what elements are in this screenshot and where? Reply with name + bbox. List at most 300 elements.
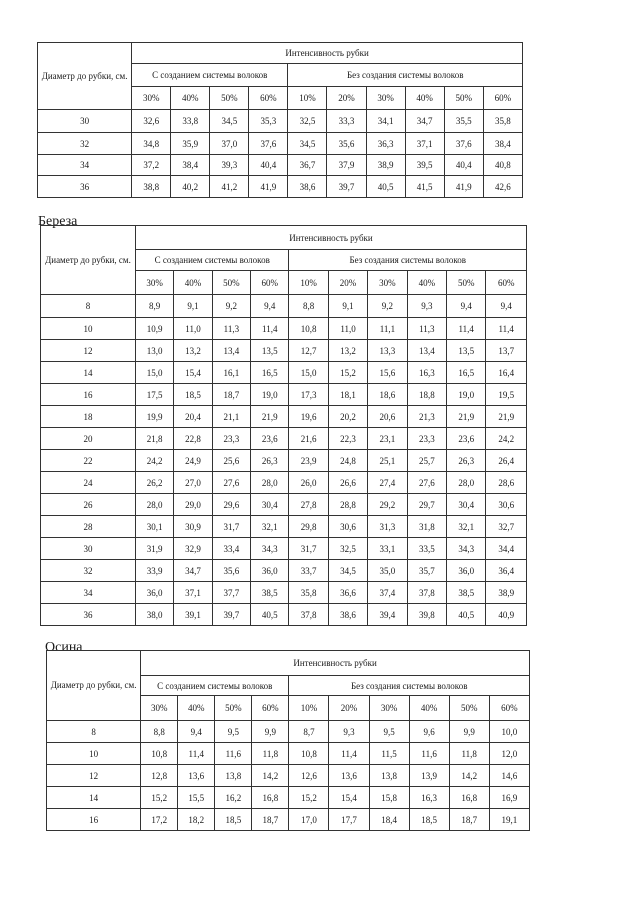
diameter-cell: 16 xyxy=(47,809,141,831)
table-row xyxy=(41,582,527,604)
value-cell: 33,9 xyxy=(135,560,173,582)
percent-header: 30% xyxy=(135,271,173,295)
table-row xyxy=(41,295,527,318)
value-cell: 38,8 xyxy=(132,176,171,198)
value-cell: 11,4 xyxy=(178,743,215,765)
table-row xyxy=(41,318,527,340)
value-cell: 13,5 xyxy=(251,340,289,362)
value-cell: 37,2 xyxy=(132,155,171,176)
value-cell: 38,6 xyxy=(288,176,327,198)
table-row xyxy=(41,384,527,406)
value-cell: 11,3 xyxy=(407,318,446,340)
value-cell: 17,0 xyxy=(289,809,329,831)
value-cell: 23,3 xyxy=(407,428,446,450)
value-cell: 42,6 xyxy=(483,176,522,198)
value-cell: 18,7 xyxy=(212,384,250,406)
value-cell: 31,9 xyxy=(135,538,173,560)
percent-header: 30% xyxy=(132,87,171,110)
table-unnamed-species xyxy=(37,42,523,198)
percent-header: 30% xyxy=(141,696,178,721)
value-cell: 19,9 xyxy=(135,406,173,428)
value-cell: 9,4 xyxy=(178,721,215,743)
value-cell: 17,7 xyxy=(329,809,369,831)
value-cell: 38,9 xyxy=(366,155,405,176)
percent-header: 40% xyxy=(407,271,446,295)
value-cell: 15,5 xyxy=(178,787,215,809)
value-cell: 28,0 xyxy=(447,472,486,494)
value-cell: 12,7 xyxy=(289,340,328,362)
section-title-osina: Осина xyxy=(45,640,83,655)
value-cell: 26,3 xyxy=(251,450,289,472)
percent-header: 10% xyxy=(288,87,327,110)
percent-header: 60% xyxy=(251,271,289,295)
value-cell: 8,8 xyxy=(289,295,328,318)
value-cell: 25,1 xyxy=(368,450,407,472)
percent-header: 50% xyxy=(444,87,483,110)
diameter-cell: 16 xyxy=(41,384,136,406)
value-cell: 30,6 xyxy=(328,516,367,538)
value-cell: 18,5 xyxy=(409,809,449,831)
value-cell: 13,6 xyxy=(178,765,215,787)
value-cell: 39,7 xyxy=(212,604,250,626)
value-cell: 15,2 xyxy=(289,787,329,809)
value-cell: 21,9 xyxy=(251,406,289,428)
value-cell: 41,2 xyxy=(210,176,249,198)
value-cell: 18,7 xyxy=(449,809,489,831)
diameter-header: Диаметр до рубки, см. xyxy=(41,226,136,295)
table-row xyxy=(47,765,530,787)
value-cell: 16,2 xyxy=(215,787,252,809)
value-cell: 38,0 xyxy=(135,604,173,626)
percent-header: 20% xyxy=(329,696,369,721)
value-cell: 39,1 xyxy=(174,604,212,626)
diameter-cell: 34 xyxy=(41,582,136,604)
value-cell: 15,4 xyxy=(329,787,369,809)
percent-header: 50% xyxy=(449,696,489,721)
value-cell: 32,6 xyxy=(132,110,171,133)
table-row xyxy=(47,743,530,765)
value-cell: 22,3 xyxy=(328,428,367,450)
value-cell: 27,6 xyxy=(407,472,446,494)
value-cell: 19,1 xyxy=(489,809,529,831)
value-cell: 41,9 xyxy=(249,176,288,198)
value-cell: 19,6 xyxy=(289,406,328,428)
value-cell: 23,9 xyxy=(289,450,328,472)
value-cell: 28,0 xyxy=(135,494,173,516)
value-cell: 11,5 xyxy=(369,743,409,765)
value-cell: 41,5 xyxy=(405,176,444,198)
value-cell: 34,7 xyxy=(405,110,444,133)
value-cell: 28,6 xyxy=(486,472,527,494)
diameter-cell: 32 xyxy=(41,560,136,582)
table-row xyxy=(41,472,527,494)
value-cell: 26,6 xyxy=(328,472,367,494)
percent-header: 40% xyxy=(171,87,210,110)
table-row xyxy=(38,155,523,176)
value-cell: 32,7 xyxy=(486,516,527,538)
value-cell: 34,8 xyxy=(132,133,171,155)
value-cell: 24,2 xyxy=(135,450,173,472)
table-row xyxy=(41,362,527,384)
value-cell: 13,3 xyxy=(368,340,407,362)
value-cell: 19,0 xyxy=(447,384,486,406)
value-cell: 10,9 xyxy=(135,318,173,340)
diameter-cell: 12 xyxy=(47,765,141,787)
value-cell: 30,4 xyxy=(447,494,486,516)
value-cell: 13,8 xyxy=(369,765,409,787)
value-cell: 40,5 xyxy=(251,604,289,626)
value-cell: 38,5 xyxy=(447,582,486,604)
value-cell: 15,2 xyxy=(328,362,367,384)
value-cell: 17,2 xyxy=(141,809,178,831)
value-cell: 21,8 xyxy=(135,428,173,450)
value-cell: 11,4 xyxy=(447,318,486,340)
percent-header: 30% xyxy=(368,271,407,295)
value-cell: 33,4 xyxy=(212,538,250,560)
value-cell: 15,6 xyxy=(368,362,407,384)
value-cell: 16,1 xyxy=(212,362,250,384)
value-cell: 32,5 xyxy=(288,110,327,133)
value-cell: 29,7 xyxy=(407,494,446,516)
percent-header: 50% xyxy=(215,696,252,721)
value-cell: 18,5 xyxy=(215,809,252,831)
with-skid-trails-header: С созданием системы волоков xyxy=(132,64,288,87)
value-cell: 36,0 xyxy=(135,582,173,604)
value-cell: 31,8 xyxy=(407,516,446,538)
value-cell: 9,4 xyxy=(486,295,527,318)
value-cell: 9,5 xyxy=(215,721,252,743)
value-cell: 9,9 xyxy=(449,721,489,743)
value-cell: 8,7 xyxy=(289,721,329,743)
percent-header: 50% xyxy=(212,271,250,295)
diameter-cell: 10 xyxy=(41,318,136,340)
value-cell: 16,5 xyxy=(251,362,289,384)
percent-header: 50% xyxy=(210,87,249,110)
diameter-cell: 12 xyxy=(41,340,136,362)
value-cell: 34,1 xyxy=(366,110,405,133)
value-cell: 11,6 xyxy=(215,743,252,765)
value-cell: 12,6 xyxy=(289,765,329,787)
value-cell: 23,6 xyxy=(447,428,486,450)
value-cell: 27,4 xyxy=(368,472,407,494)
diameter-cell: 24 xyxy=(41,472,136,494)
value-cell: 36,6 xyxy=(328,582,367,604)
percent-header: 10% xyxy=(289,271,328,295)
value-cell: 40,4 xyxy=(249,155,288,176)
value-cell: 34,5 xyxy=(288,133,327,155)
percent-header: 30% xyxy=(366,87,405,110)
percent-header: 50% xyxy=(447,271,486,295)
value-cell: 34,3 xyxy=(251,538,289,560)
value-cell: 24,9 xyxy=(174,450,212,472)
table-row xyxy=(41,340,527,362)
value-cell: 33,8 xyxy=(171,110,210,133)
value-cell: 33,5 xyxy=(407,538,446,560)
value-cell: 9,1 xyxy=(328,295,367,318)
table-row xyxy=(41,538,527,560)
header-row-intensity xyxy=(38,43,523,64)
value-cell: 36,4 xyxy=(486,560,527,582)
value-cell: 12,8 xyxy=(141,765,178,787)
value-cell: 9,4 xyxy=(251,295,289,318)
value-cell: 9,9 xyxy=(252,721,289,743)
value-cell: 15,2 xyxy=(141,787,178,809)
value-cell: 14,2 xyxy=(252,765,289,787)
value-cell: 10,0 xyxy=(489,721,529,743)
without-skid-trails-header: Без создания системы волоков xyxy=(288,64,523,87)
value-cell: 21,3 xyxy=(407,406,446,428)
value-cell: 11,1 xyxy=(368,318,407,340)
value-cell: 11,3 xyxy=(212,318,250,340)
value-cell: 18,5 xyxy=(174,384,212,406)
value-cell: 21,1 xyxy=(212,406,250,428)
value-cell: 16,8 xyxy=(252,787,289,809)
value-cell: 23,6 xyxy=(251,428,289,450)
value-cell: 37,6 xyxy=(444,133,483,155)
value-cell: 9,3 xyxy=(407,295,446,318)
value-cell: 11,4 xyxy=(251,318,289,340)
value-cell: 35,3 xyxy=(249,110,288,133)
value-cell: 36,0 xyxy=(251,560,289,582)
percent-header: 60% xyxy=(486,271,527,295)
value-cell: 31,7 xyxy=(289,538,328,560)
value-cell: 35,8 xyxy=(483,110,522,133)
value-cell: 13,2 xyxy=(174,340,212,362)
value-cell: 31,3 xyxy=(368,516,407,538)
table-row xyxy=(38,176,523,198)
diameter-cell: 30 xyxy=(41,538,136,560)
value-cell: 27,8 xyxy=(289,494,328,516)
value-cell: 40,5 xyxy=(366,176,405,198)
without-skid-trails-header: Без создания системы волоков xyxy=(289,676,530,696)
percent-header: 20% xyxy=(327,87,366,110)
value-cell: 9,2 xyxy=(368,295,407,318)
value-cell: 9,5 xyxy=(369,721,409,743)
value-cell: 35,7 xyxy=(407,560,446,582)
value-cell: 37,1 xyxy=(174,582,212,604)
value-cell: 39,8 xyxy=(407,604,446,626)
value-cell: 28,0 xyxy=(251,472,289,494)
value-cell: 11,0 xyxy=(328,318,367,340)
diameter-cell: 8 xyxy=(41,295,136,318)
value-cell: 13,7 xyxy=(486,340,527,362)
table-row xyxy=(47,721,530,743)
value-cell: 37,4 xyxy=(368,582,407,604)
with-skid-trails-header: С созданием системы волоков xyxy=(141,676,289,696)
value-cell: 18,8 xyxy=(407,384,446,406)
without-skid-trails-header: Без создания системы волоков xyxy=(289,250,527,271)
value-cell: 8,9 xyxy=(135,295,173,318)
header-row-intensity xyxy=(41,226,527,250)
value-cell: 13,2 xyxy=(328,340,367,362)
percent-header: 60% xyxy=(489,696,529,721)
value-cell: 12,0 xyxy=(489,743,529,765)
table-row xyxy=(41,428,527,450)
diameter-cell: 36 xyxy=(38,176,132,198)
value-cell: 13,9 xyxy=(409,765,449,787)
percent-header: 60% xyxy=(252,696,289,721)
value-cell: 13,4 xyxy=(407,340,446,362)
value-cell: 38,5 xyxy=(251,582,289,604)
diameter-cell: 30 xyxy=(38,110,132,133)
value-cell: 31,7 xyxy=(212,516,250,538)
diameter-cell: 32 xyxy=(38,133,132,155)
value-cell: 18,7 xyxy=(252,809,289,831)
value-cell: 38,4 xyxy=(171,155,210,176)
intensity-header: Интенсивность рубки xyxy=(141,651,530,676)
table-row xyxy=(41,494,527,516)
value-cell: 18,1 xyxy=(328,384,367,406)
value-cell: 27,6 xyxy=(212,472,250,494)
percent-header: 40% xyxy=(174,271,212,295)
value-cell: 10,8 xyxy=(141,743,178,765)
diameter-cell: 26 xyxy=(41,494,136,516)
value-cell: 18,2 xyxy=(178,809,215,831)
percent-header: 60% xyxy=(249,87,288,110)
value-cell: 32,1 xyxy=(251,516,289,538)
value-cell: 15,8 xyxy=(369,787,409,809)
value-cell: 13,5 xyxy=(447,340,486,362)
value-cell: 14,6 xyxy=(489,765,529,787)
value-cell: 28,8 xyxy=(328,494,367,516)
value-cell: 15,0 xyxy=(289,362,328,384)
value-cell: 18,4 xyxy=(369,809,409,831)
value-cell: 20,2 xyxy=(328,406,367,428)
value-cell: 27,0 xyxy=(174,472,212,494)
value-cell: 13,8 xyxy=(215,765,252,787)
value-cell: 37,9 xyxy=(327,155,366,176)
value-cell: 37,7 xyxy=(212,582,250,604)
value-cell: 19,5 xyxy=(486,384,527,406)
value-cell: 29,8 xyxy=(289,516,328,538)
value-cell: 39,7 xyxy=(327,176,366,198)
table-row xyxy=(41,450,527,472)
value-cell: 39,5 xyxy=(405,155,444,176)
value-cell: 36,7 xyxy=(288,155,327,176)
value-cell: 30,6 xyxy=(486,494,527,516)
table-osina xyxy=(46,650,530,831)
value-cell: 35,5 xyxy=(444,110,483,133)
percent-header: 40% xyxy=(178,696,215,721)
value-cell: 19,0 xyxy=(251,384,289,406)
value-cell: 40,5 xyxy=(447,604,486,626)
value-cell: 20,6 xyxy=(368,406,407,428)
value-cell: 13,0 xyxy=(135,340,173,362)
value-cell: 11,4 xyxy=(486,318,527,340)
value-cell: 16,5 xyxy=(447,362,486,384)
value-cell: 41,9 xyxy=(444,176,483,198)
diameter-cell: 34 xyxy=(38,155,132,176)
value-cell: 34,3 xyxy=(447,538,486,560)
table-row xyxy=(47,787,530,809)
value-cell: 16,3 xyxy=(407,362,446,384)
value-cell: 29,0 xyxy=(174,494,212,516)
value-cell: 37,1 xyxy=(405,133,444,155)
intensity-header: Интенсивность рубки xyxy=(135,226,526,250)
value-cell: 25,6 xyxy=(212,450,250,472)
value-cell: 9,3 xyxy=(329,721,369,743)
value-cell: 37,6 xyxy=(249,133,288,155)
value-cell: 30,1 xyxy=(135,516,173,538)
diameter-cell: 14 xyxy=(47,787,141,809)
diameter-header: Диаметр до рубки, см. xyxy=(47,651,141,721)
with-skid-trails-header: С созданием системы волоков xyxy=(135,250,289,271)
value-cell: 20,4 xyxy=(174,406,212,428)
diameter-cell: 22 xyxy=(41,450,136,472)
table-row xyxy=(41,560,527,582)
value-cell: 26,2 xyxy=(135,472,173,494)
value-cell: 35,6 xyxy=(212,560,250,582)
value-cell: 9,1 xyxy=(174,295,212,318)
percent-header: 20% xyxy=(328,271,367,295)
value-cell: 39,4 xyxy=(368,604,407,626)
diameter-cell: 20 xyxy=(41,428,136,450)
value-cell: 9,4 xyxy=(447,295,486,318)
value-cell: 23,1 xyxy=(368,428,407,450)
percent-header: 30% xyxy=(369,696,409,721)
value-cell: 40,4 xyxy=(444,155,483,176)
value-cell: 26,3 xyxy=(447,450,486,472)
percent-header: 40% xyxy=(409,696,449,721)
value-cell: 16,4 xyxy=(486,362,527,384)
diameter-cell: 8 xyxy=(47,721,141,743)
value-cell: 16,8 xyxy=(449,787,489,809)
value-cell: 11,8 xyxy=(449,743,489,765)
value-cell: 24,2 xyxy=(486,428,527,450)
table-row xyxy=(47,809,530,831)
value-cell: 33,7 xyxy=(289,560,328,582)
value-cell: 38,4 xyxy=(483,133,522,155)
table-row xyxy=(41,604,527,626)
value-cell: 34,5 xyxy=(210,110,249,133)
percent-header: 10% xyxy=(289,696,329,721)
value-cell: 26,4 xyxy=(486,450,527,472)
section-title-bereza: Береза xyxy=(38,214,78,229)
diameter-header: Диаметр до рубки, см. xyxy=(38,43,132,110)
value-cell: 21,6 xyxy=(289,428,328,450)
table-row xyxy=(41,516,527,538)
value-cell: 30,9 xyxy=(174,516,212,538)
value-cell: 33,1 xyxy=(368,538,407,560)
value-cell: 11,4 xyxy=(329,743,369,765)
value-cell: 32,1 xyxy=(447,516,486,538)
value-cell: 14,2 xyxy=(449,765,489,787)
value-cell: 37,8 xyxy=(407,582,446,604)
percent-header: 40% xyxy=(405,87,444,110)
value-cell: 39,3 xyxy=(210,155,249,176)
value-cell: 35,9 xyxy=(171,133,210,155)
value-cell: 36,3 xyxy=(366,133,405,155)
value-cell: 36,0 xyxy=(447,560,486,582)
header-row-intensity xyxy=(47,651,530,676)
value-cell: 16,3 xyxy=(409,787,449,809)
value-cell: 34,7 xyxy=(174,560,212,582)
value-cell: 9,2 xyxy=(212,295,250,318)
value-cell: 29,6 xyxy=(212,494,250,516)
diameter-cell: 36 xyxy=(41,604,136,626)
diameter-cell: 14 xyxy=(41,362,136,384)
value-cell: 24,8 xyxy=(328,450,367,472)
value-cell: 21,9 xyxy=(486,406,527,428)
value-cell: 26,0 xyxy=(289,472,328,494)
value-cell: 35,0 xyxy=(368,560,407,582)
value-cell: 13,4 xyxy=(212,340,250,362)
value-cell: 34,5 xyxy=(328,560,367,582)
value-cell: 30,4 xyxy=(251,494,289,516)
diameter-cell: 18 xyxy=(41,406,136,428)
value-cell: 37,0 xyxy=(210,133,249,155)
percent-header: 60% xyxy=(483,87,522,110)
